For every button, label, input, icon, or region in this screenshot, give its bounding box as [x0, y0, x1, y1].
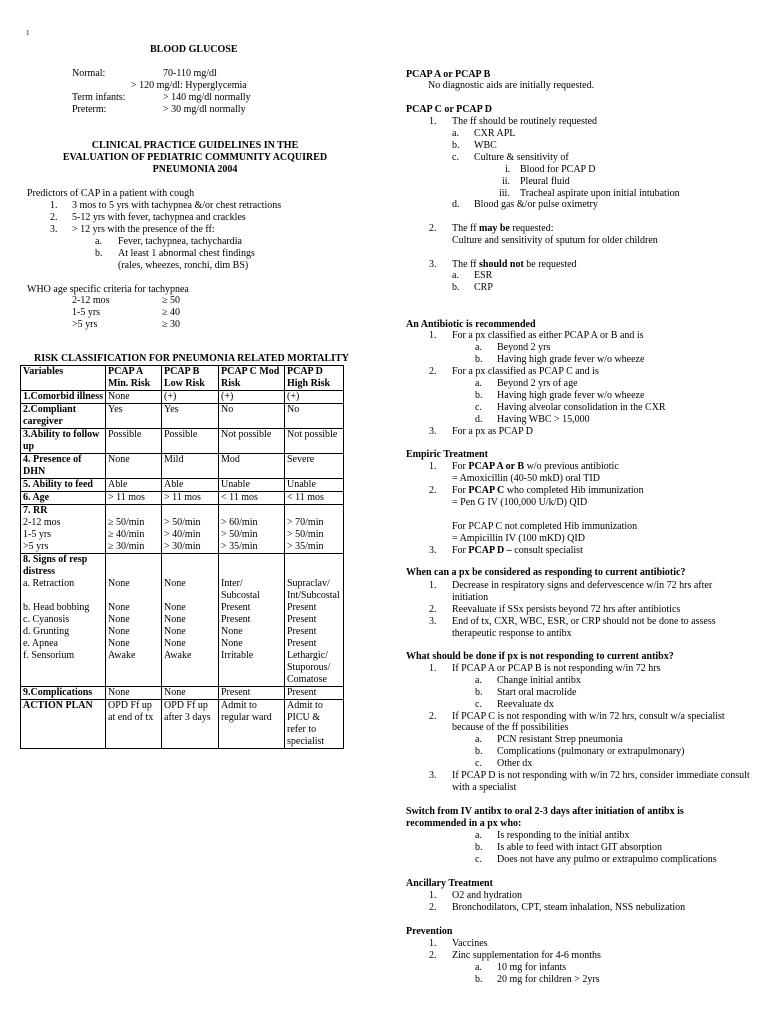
signs-label: 8. Signs of resp distress	[23, 554, 88, 577]
list-marker: 1.	[429, 330, 437, 341]
ancillary-item-2: Bronchodilators, CPT, steam inhalation, NSS nebulization	[452, 902, 686, 913]
switch-item-b: Is able to feed with intact GIT absorption	[497, 842, 663, 853]
prevention-item-2b: 20 mg for children > 2yrs	[497, 974, 600, 985]
table-row	[21, 492, 344, 505]
header-pcap-d: PCAP D High Risk	[285, 366, 344, 391]
emp-item-1-dose: = Amoxicillin (40-50 mkD) oral TID	[452, 473, 600, 484]
list-marker: 2.	[429, 485, 437, 496]
predictor-2: 5-12 yrs with fever, tachypnea and crackles	[72, 212, 246, 223]
table-cell	[162, 554, 219, 687]
cell-value: None	[108, 602, 130, 613]
predictor-sub-b: At least 1 abnormal chest findings	[118, 248, 255, 259]
rr-value: > 40/min	[164, 529, 201, 540]
table-cell: Admit to regular ward	[219, 700, 285, 749]
text-run: For	[452, 461, 469, 472]
rr-value: > 30/min	[164, 541, 201, 552]
text-run: For	[452, 545, 469, 556]
cd-item-1c-i: Blood for PCAP D	[520, 164, 596, 175]
list-marker: 2.	[429, 366, 437, 377]
predictor-num-2: 2.	[50, 212, 58, 223]
list-marker: 2.	[429, 711, 437, 722]
nr-item-1c: Reevaluate dx	[497, 699, 554, 710]
rr-value: > 35/min	[287, 541, 324, 552]
who-rate-3: ≥ 30	[162, 319, 180, 330]
abx-item-1b: Having high grade fever w/o wheeze	[497, 354, 645, 365]
guidelines-title-3: PNEUMONIA 2004	[152, 164, 238, 175]
sign-grunting: d. Grunting	[23, 626, 70, 637]
blood-glucose-title: BLOOD GLUCOSE	[150, 44, 238, 55]
cell-value: None	[108, 614, 130, 625]
rr-value: ≥ 30/min	[108, 541, 145, 552]
prevention-item-2a: 10 mg for infants	[497, 962, 567, 973]
table-cell: Severe	[285, 454, 344, 479]
list-marker: 1.	[429, 938, 437, 949]
cd-item-3a: ESR	[474, 270, 493, 281]
list-marker: b.	[452, 140, 460, 151]
list-marker: a.	[475, 962, 482, 973]
switch-item-a: Is responding to the initial antibx	[497, 830, 630, 841]
table-cell: Admit to PICU & refer to specialist	[285, 700, 344, 749]
table-cell: (+)	[162, 391, 219, 404]
list-marker: 1.	[429, 890, 437, 901]
resp-item-1: Decrease in respiratory signs and defervescence w/in 72 hrs after	[452, 580, 713, 591]
table-cell: Able	[162, 479, 219, 492]
list-marker: iii.	[499, 188, 510, 199]
nr-item-2: If PCAP C is not responding with w/in 72 hrs, consult w/a specialist	[452, 711, 725, 722]
who-intro: WHO age specific criteria for tachypnea	[27, 284, 189, 295]
header-variables: Variables	[21, 366, 106, 391]
prevention-item-2: Zinc supplementation for 4-6 months	[452, 950, 601, 961]
table-row	[21, 700, 344, 749]
table-cell: (+)	[285, 391, 344, 404]
preterm-label: Preterm:	[72, 104, 107, 115]
list-marker: c.	[452, 152, 459, 163]
cell-value: None	[164, 614, 186, 625]
list-marker: 1.	[429, 580, 437, 591]
empiric-heading: Empiric Treatment	[406, 449, 488, 460]
rr-value: > 35/min	[221, 541, 258, 552]
sign-head: b. Head bobbing	[23, 602, 90, 613]
list-marker: d.	[452, 199, 460, 210]
list-marker: a.	[475, 675, 482, 686]
cd-item-2-text: Culture and sensitivity of sputum for older children	[452, 235, 658, 246]
rr-value: > 50/min	[164, 517, 201, 528]
row-label	[21, 505, 106, 554]
table-cell: < 11 mos	[285, 492, 344, 505]
table-cell	[106, 554, 162, 687]
rr-value: > 50/min	[287, 529, 324, 540]
nr-item-2c: Other dx	[497, 758, 533, 769]
prevention-heading: Prevention	[406, 926, 453, 937]
list-marker: 2.	[429, 223, 437, 234]
page-number: 1	[26, 29, 30, 37]
cell-value: None	[108, 626, 130, 637]
abx-item-2c: Having alveolar consolidation in the CXR	[497, 402, 666, 413]
cd-item-3	[452, 259, 577, 271]
abx-item-2a: Beyond 2 yrs of age	[497, 378, 578, 389]
abx-item-1a: Beyond 2 yrs	[497, 342, 551, 353]
cell-value: Awake	[108, 650, 136, 661]
table-cell: Yes	[106, 404, 162, 429]
cell-value: Present	[287, 614, 317, 625]
cell-value: None	[108, 638, 130, 649]
emp-item-3	[452, 545, 583, 557]
table-cell: None	[106, 391, 162, 404]
pcap-cd-heading: PCAP C or PCAP D	[406, 104, 492, 115]
hyperglycemia-line: > 120 mg/dl: Hyperglycemia	[131, 80, 247, 91]
table-cell	[285, 554, 344, 687]
list-marker: 2.	[429, 902, 437, 913]
table-cell: Not possible	[285, 429, 344, 454]
cell-value: None	[164, 626, 186, 637]
text-run: be requested	[523, 259, 577, 270]
predictor-num-1: 1.	[50, 200, 58, 211]
emp-item-1	[452, 461, 619, 473]
text-run: The ff	[452, 223, 480, 234]
switch-item-c: Does not have any pulmo or extrapulmo complications	[497, 854, 717, 865]
list-marker: a.	[452, 128, 459, 139]
list-marker: b.	[475, 974, 483, 985]
emp-item-2	[452, 485, 644, 497]
resp-item-1b: initiation	[452, 592, 489, 603]
cell-value: None	[108, 578, 130, 589]
table-cell: No	[285, 404, 344, 429]
text-run: PCAP D –	[468, 545, 512, 556]
text-run: For	[452, 485, 469, 496]
list-marker: c.	[475, 854, 482, 865]
cd-item-1a: CXR APL	[474, 128, 516, 139]
ancillary-item-1: O2 and hydration	[452, 890, 522, 901]
text-run: should not	[479, 259, 524, 270]
cell-value: None	[164, 602, 186, 613]
list-marker: b.	[452, 282, 460, 293]
list-marker: b.	[475, 687, 483, 698]
sign-apnea: e. Apnea	[23, 638, 58, 649]
table-row	[21, 479, 344, 492]
row-label: 2.Compliant caregiver	[21, 404, 106, 429]
risk-table	[20, 365, 344, 749]
nr-item-2b: Complications (pulmonary or extrapulmonary)	[497, 746, 685, 757]
pcap-ab-heading: PCAP A or PCAP B	[406, 69, 491, 80]
table-cell: Present	[285, 687, 344, 700]
cell-value: Present	[221, 602, 251, 613]
rr-label: 7. RR	[23, 505, 48, 516]
nr-item-3: If PCAP D is not responding with w/in 72 hrs, consider immediate consult	[452, 770, 750, 781]
cell-value: Awake	[164, 650, 192, 661]
rr-value: ≥ 40/min	[108, 529, 145, 540]
rr-age: 1-5 yrs	[23, 529, 52, 540]
predictor-sub-a-marker: a.	[95, 236, 102, 247]
cell-value: Present	[221, 614, 251, 625]
list-marker: b.	[475, 390, 483, 401]
abx-item-2b: Having high grade fever w/o wheeze	[497, 390, 645, 401]
text-run: may be	[479, 223, 510, 234]
table-cell	[162, 505, 219, 554]
table-header-row	[21, 366, 344, 391]
table-cell: OPD Ff up after 3 days	[162, 700, 219, 749]
rr-value: > 60/min	[221, 517, 258, 528]
table-cell: OPD Ff up at end of tx	[106, 700, 162, 749]
table-cell: None	[106, 454, 162, 479]
cd-item-1c-iii: Tracheal aspirate upon initial intubation	[520, 188, 680, 199]
list-marker: ii.	[502, 176, 511, 187]
text-run: PCAP C	[468, 485, 505, 496]
table-row	[21, 391, 344, 404]
list-marker: d.	[475, 414, 483, 425]
not-responding-heading: What should be done if px is not responding to current antibx?	[406, 651, 674, 662]
header-pcap-b: PCAP B Low Risk	[162, 366, 219, 391]
switch-heading-1: Switch from IV antibx to oral 2-3 days after initiation of antibx is	[406, 806, 684, 817]
preterm-value: > 30 mg/dl normally	[163, 104, 246, 115]
table-cell	[219, 505, 285, 554]
guidelines-title-1: CLINICAL PRACTICE GUIDELINES IN THE	[91, 140, 299, 151]
row-label: 1.Comorbid illness	[21, 391, 106, 404]
table-cell: None	[162, 687, 219, 700]
list-marker: c.	[475, 699, 482, 710]
table-cell	[285, 505, 344, 554]
list-marker: 1.	[429, 663, 437, 674]
risk-title: RISK CLASSIFICATION FOR PNEUMONIA RELATED MORTALITY	[34, 353, 349, 364]
row-label: 3.Ability to follow up	[21, 429, 106, 454]
antibiotic-heading: An Antibiotic is recommended	[406, 319, 536, 330]
list-marker: c.	[475, 758, 482, 769]
list-marker: a.	[475, 830, 482, 841]
table-cell: Mod	[219, 454, 285, 479]
resp-item-2: Reevaluate if SSx persists beyond 72 hrs after antibiotics	[452, 604, 681, 615]
cd-item-1b: WBC	[474, 140, 497, 151]
list-marker: 3.	[429, 616, 437, 627]
normal-label: Normal:	[72, 68, 106, 79]
nr-item-1b: Start oral macrolide	[497, 687, 577, 698]
predictor-sub-a: Fever, tachypnea, tachychardia	[118, 236, 242, 247]
who-rate-2: ≥ 40	[162, 307, 180, 318]
ancillary-heading: Ancillary Treatment	[406, 878, 493, 889]
row-label: ACTION PLAN	[21, 700, 106, 749]
sign-cyanosis: c. Cyanosis	[23, 614, 70, 625]
cd-item-2	[452, 223, 553, 235]
switch-heading-2: recommended in a px who:	[406, 818, 522, 829]
cell-value: Present	[287, 602, 317, 613]
table-row	[21, 505, 344, 554]
list-marker: 3.	[429, 426, 437, 437]
guidelines-title-2: EVALUATION OF PEDIATRIC COMMUNITY ACQUIRED	[62, 152, 328, 163]
rr-age: >5 yrs	[23, 541, 49, 552]
rr-value: > 50/min	[221, 529, 258, 540]
cell-value: Present	[287, 638, 317, 649]
row-label: 9.Complications	[21, 687, 106, 700]
list-marker: 2.	[429, 950, 437, 961]
cd-item-3b: CRP	[474, 282, 493, 293]
who-age-1: 2-12 mos	[72, 295, 110, 306]
term-label: Term infants:	[72, 92, 126, 103]
abx-item-3: For a px as PCAP D	[452, 426, 534, 437]
table-row	[21, 687, 344, 700]
table-cell: Able	[106, 479, 162, 492]
list-marker: 2.	[429, 604, 437, 615]
abx-item-2d: Having WBC > 15,000	[497, 414, 590, 425]
table-row	[21, 429, 344, 454]
emp-item-2b: For PCAP C not completed Hib immunization	[452, 521, 638, 532]
nr-item-1a: Change initial antibx	[497, 675, 581, 686]
text-run: The ff	[452, 259, 480, 270]
sign-retraction: a. Retraction	[23, 578, 75, 589]
table-cell: Not possible	[219, 429, 285, 454]
list-marker: b.	[475, 842, 483, 853]
cd-item-1: The ff should be routinely requested	[452, 116, 598, 127]
table-cell: Possible	[162, 429, 219, 454]
header-pcap-c: PCAP C Mod Risk	[219, 366, 285, 391]
rr-value: > 70/min	[287, 517, 324, 528]
nr-item-1: If PCAP A or PCAP B is not responding w/in 72 hrs	[452, 663, 661, 674]
table-row	[21, 454, 344, 479]
row-label: 4. Presence of DHN	[21, 454, 106, 479]
who-rate-1: ≥ 50	[162, 295, 180, 306]
table-cell: Present	[219, 687, 285, 700]
table-row	[21, 554, 344, 687]
list-marker: 3.	[429, 259, 437, 270]
prevention-item-1: Vaccines	[452, 938, 488, 949]
abx-item-1: For a px classified as either PCAP A or B and is	[452, 330, 644, 341]
table-cell	[106, 505, 162, 554]
table-cell	[219, 554, 285, 687]
table-cell: Unable	[285, 479, 344, 492]
table-cell: (+)	[219, 391, 285, 404]
resp-item-3b: therapeutic response to antibx	[452, 628, 572, 639]
list-marker: a.	[452, 270, 459, 281]
row-label: 5. Ability to feed	[21, 479, 106, 492]
text-run: requested:	[509, 223, 554, 234]
cell-value: Present	[287, 626, 317, 637]
cell-value: None	[221, 638, 243, 649]
table-row	[21, 404, 344, 429]
emp-item-2b-dose: = Ampicillin IV (100 mKD) QID	[452, 533, 585, 544]
predictor-num-3: 3.	[50, 224, 58, 235]
table-cell: Mild	[162, 454, 219, 479]
resp-item-3: End of tx, CXR, WBC, ESR, or CRP should not be done to assess	[452, 616, 716, 627]
nr-item-2a: PCN resistant Strep pneumonia	[497, 734, 623, 745]
text-run: who completed Hib immunization	[504, 485, 644, 496]
table-cell: None	[106, 687, 162, 700]
list-marker: 3.	[429, 770, 437, 781]
rr-age: 2-12 mos	[23, 517, 61, 528]
abx-item-2: For a px classified as PCAP C and is	[452, 366, 599, 377]
cell-value: Supraclav/ Int/Subcostal	[287, 578, 340, 601]
predictor-1: 3 mos to 5 yrs with tachypnea &/or chest retractions	[72, 200, 282, 211]
list-marker: c.	[475, 402, 482, 413]
table-cell: No	[219, 404, 285, 429]
list-marker: i.	[505, 164, 511, 175]
text-run: consult specialist	[511, 545, 583, 556]
table-cell: < 11 mos	[219, 492, 285, 505]
list-marker: a.	[475, 342, 482, 353]
predictors-intro: Predictors of CAP in a patient with cough	[27, 188, 195, 199]
list-marker: 3.	[429, 545, 437, 556]
header-pcap-a: PCAP A Min. Risk	[106, 366, 162, 391]
responding-heading: When can a px be considered as responding to current antibiotic?	[406, 567, 686, 578]
list-marker: a.	[475, 378, 482, 389]
pcap-ab-text: No diagnostic aids are initially requested.	[428, 80, 595, 91]
emp-item-2-dose: = Pen G IV (100,000 U/k/D) QID	[452, 497, 588, 508]
cd-item-1d: Blood gas &/or pulse oximetry	[474, 199, 598, 210]
who-age-2: 1-5 yrs	[72, 307, 101, 318]
cd-item-1c: Culture & sensitivity of	[474, 152, 569, 163]
cell-value: None	[164, 578, 186, 589]
list-marker: a.	[475, 734, 482, 745]
table-cell: > 11 mos	[162, 492, 219, 505]
predictor-3: > 12 yrs with the presence of the ff:	[72, 224, 215, 235]
list-marker: 1.	[429, 461, 437, 472]
nr-item-3-cont: with a specialist	[452, 782, 517, 793]
list-marker: b.	[475, 354, 483, 365]
text-run: w/o previous antibiotic	[524, 461, 619, 472]
table-cell: Unable	[219, 479, 285, 492]
cell-value: Lethargic/ Stuporous/ Comatose	[287, 650, 331, 685]
cell-value: None	[164, 638, 186, 649]
cell-value: Inter/ Subcostal	[221, 578, 260, 601]
cd-item-1c-ii: Pleural fluid	[520, 176, 570, 187]
cell-value: Irritable	[221, 650, 254, 661]
predictor-sub-b-2: (rales, wheezes, ronchi, dim BS)	[118, 260, 249, 271]
row-label: 6. Age	[21, 492, 106, 505]
sign-sensorium: f. Sensorium	[23, 650, 75, 661]
table-cell: Possible	[106, 429, 162, 454]
normal-value: 70-110 mg/dl	[163, 68, 217, 79]
who-age-3: >5 yrs	[72, 319, 98, 330]
cell-value: None	[221, 626, 243, 637]
list-marker: b.	[475, 746, 483, 757]
row-label	[21, 554, 106, 687]
term-value: > 140 mg/dl normally	[163, 92, 251, 103]
predictor-sub-b-marker: b.	[95, 248, 103, 259]
rr-value: ≥ 50/min	[108, 517, 145, 528]
list-marker: 1.	[429, 116, 437, 127]
nr-item-2-cont: because of the ff possibilities	[452, 722, 569, 733]
text-run: PCAP A or B	[468, 461, 525, 472]
table-cell: > 11 mos	[106, 492, 162, 505]
table-cell: Yes	[162, 404, 219, 429]
